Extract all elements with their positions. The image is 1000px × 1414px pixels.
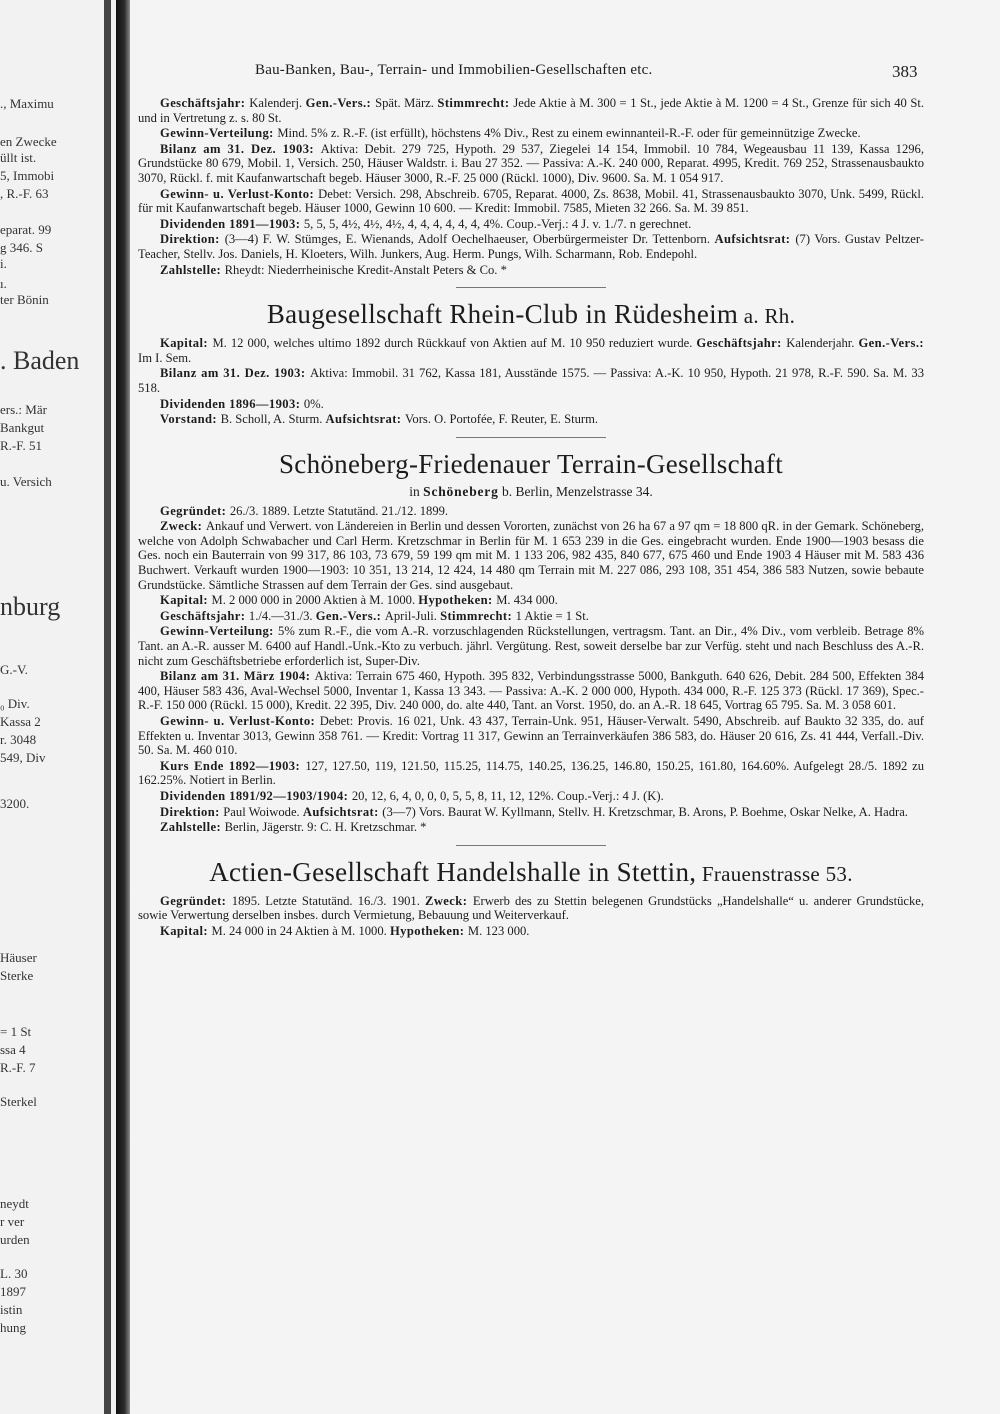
field-keyword: Aufsichtsrat: [302, 804, 383, 819]
field-keyword: Gewinn-Verteilung: [160, 126, 278, 141]
section-continued [138, 96, 924, 277]
entry-paragraph [138, 805, 924, 820]
field-keyword: Gewinn- u. Verlust-Konto: [160, 186, 319, 201]
field-text: B. Scholl, A. Sturm. [220, 412, 326, 427]
field-text: 127, 127.50, 119, 121.50, 115.25, 114.75, 140.25, 136.25, 146.80, 150.25, 161.80, 164.60%. Aufgelegt 28./5. 1892 zu 162.25%. Notiert in Berlin. [138, 758, 924, 788]
left-page-text-fragment: L. 30 [0, 1266, 28, 1281]
book-gutter [116, 0, 130, 1414]
field-keyword: Aufsichtsrat: [714, 232, 796, 247]
field-text: M. 24 000 in 24 Aktien à M. 1000. [211, 923, 390, 938]
field-keyword: Gegründet: [160, 503, 230, 518]
company-title-tail: Frauenstrasse 53. [696, 861, 853, 886]
company-title [138, 298, 924, 332]
field-keyword: Kurs Ende 1892—1903: [160, 758, 306, 773]
field-text: Aktiva: Debit. 279 725, Hypoth. 29 537, Ziegelei 14 154, Immobil. 10 784, Wegeausbau 11 139, Kassa 1296, Grundstücke 80 679, Mobil. 1, Versich. 250, Häuser Waldstr. i. Bau 27 352. — Passiva: A.-K. 240 000, Reparat. 4995, Kredit. 769 252, Strassenausbaukto 3070, Rückl. f. mit Kaufanwartschaft begeb. Häuser 3000, R.-F. 25 000 (Rückl. 1000), Div. 9600. Sa. M. 1 054 917. [138, 141, 924, 185]
field-keyword: Direktion: [160, 232, 225, 247]
field-text: Mind. 5% z. R.-F. (ist erfüllt), höchstens 4% Div., Rest zu einem ewinnanteil-R.-F. oder für gemeinnützige Zwecke. [277, 126, 861, 141]
section-handelshalle [138, 856, 924, 939]
entry-paragraph [138, 714, 924, 758]
field-text: 20, 12, 6, 4, 0, 0, 0, 5, 5, 8, 11, 12, 12%. Coup.-Verj.: 4 J. (K). [351, 788, 664, 803]
field-keyword: Aufsichtsrat: [325, 412, 405, 427]
entry-paragraph [138, 820, 924, 835]
field-text: 1895. Letzte Statutänd. 16./3. 1901. [231, 893, 426, 908]
entry-paragraph [138, 232, 924, 261]
left-page-text-fragment: ., Maximu [0, 96, 54, 111]
field-text: Jede Aktie à M. 300 = 1 St., jede Aktie à M. 1200 = 4 St., Grenze für sich 40 St. und in Vertretung z. s. 80 St. [138, 96, 924, 125]
entry-paragraph [138, 759, 924, 788]
field-text: Debet: Versich. 298, Abschreib. 6705, Reparat. 4000, Zs. 8638, Mobil. 41, Strassenausbaukto 3070, Unk. 5499, Rückl. für mit Kaufanwartschaft begeb. Häuser 1000, Gewinn 10 600. — Kredit: Immobil. 7585, Mieten 32 266. Sa. M. 39 851. [138, 186, 924, 216]
field-keyword: Zahlstelle: [160, 262, 225, 277]
left-page-text-fragment: Häuser [0, 950, 37, 965]
left-page-fragment [0, 0, 116, 1414]
field-text: Debet: Provis. 16 021, Unk. 43 437, Terrain-Unk. 951, Häuser-Verwalt. 5490, Abschreib. auf Baukto 32 335, do. auf Effekten u. Inventar 3013, Gewinn 358 761. — Kredit: Vortrag 11 317, Gewinn an Terrainverkäufen 386 583, do. Häuser 20 616, Zs. 41 444, Verfall.-Div. 50. Sa. M. 460 010. [138, 714, 924, 758]
field-text: M. 12 000, welches ultimo 1892 durch Rückkauf von Aktien auf M. 10 950 reduziert wurde. [212, 336, 697, 351]
field-keyword: Gen.-Vers.: [305, 96, 376, 110]
field-keyword: Gewinn- u. Verlust-Konto: [160, 714, 320, 728]
left-page-text-fragment: G.-V. [0, 662, 28, 677]
left-page-text-fragment: istin [0, 1302, 23, 1317]
field-text: Erwerb des zu Stettin belegenen Grundstücks „Handelshalle“ u. anderer Grundstücke, sowie Verwertung derselben insbes. durch Vermietung, Bebauung und Weiterverkauf. [138, 893, 924, 923]
left-page-text-fragment: 5, Immobi [0, 168, 55, 183]
field-keyword: Dividenden 1891—1903: [160, 216, 304, 231]
field-text: April-Juli. [384, 608, 441, 623]
field-keyword: Gen.-Vers.: [315, 608, 385, 623]
field-text: Spät. März. [375, 96, 438, 110]
entry-paragraph [138, 397, 924, 412]
field-keyword: Dividenden 1891/92—1903/1904: [160, 788, 352, 803]
entry-paragraph [138, 336, 924, 365]
field-keyword: Zweck: [425, 893, 473, 908]
field-keyword: Kapital: [160, 923, 212, 938]
entry-paragraph [138, 217, 924, 232]
left-page-text-fragment: 1897 [0, 1284, 26, 1299]
company-title-main: Actien-Gesellschaft Handelshalle in Stettin, [209, 856, 697, 887]
left-page-text-fragment: Bankgut [0, 420, 45, 435]
left-page-text-fragment: neydt [0, 1196, 29, 1211]
field-text: Rheydt: Niederrheinische Kredit-Anstalt Peters & Co. * [224, 262, 507, 277]
left-page-shadow [104, 0, 111, 1414]
field-keyword: Stimmrecht: [437, 96, 514, 110]
left-page-text-fragment: ₀ Div. [0, 696, 30, 711]
entry-paragraph [138, 263, 924, 278]
left-page-text-fragment: r. 3048 [0, 732, 37, 747]
field-text: Im I. Sem. [138, 350, 192, 365]
field-keyword: Geschäftsjahr: [696, 336, 787, 351]
field-text: M. 434 000. [496, 593, 558, 608]
field-text: Paul Woiwode. [223, 804, 303, 819]
left-page-text-fragment: r ver [0, 1214, 25, 1229]
entry-paragraph [138, 142, 924, 186]
section-divider [456, 437, 606, 438]
company-title: Schöneberg-Friedenauer Terrain-Gesellschaft [278, 448, 784, 479]
section-divider [456, 287, 606, 288]
field-text: (3—4) F. W. Stümges, E. Wienands, Adolf Oechelhaeuser, Oberbürgermeister Dr. Tettenborn. [224, 232, 715, 247]
entry-paragraph [138, 366, 924, 395]
page-number: 383 [892, 62, 918, 81]
left-page-text-fragment: ter Bönin [0, 292, 49, 307]
left-page-text-fragment: . Baden [0, 346, 80, 375]
left-page-text-fragment: g 346. S [0, 240, 43, 255]
left-page-text-fragment: üllt ist. [0, 150, 37, 165]
field-text: M. 123 000. [467, 923, 530, 938]
entry-paragraph [138, 609, 924, 624]
field-keyword: Gegründet: [160, 893, 232, 908]
left-page-text-fragment: Kassa 2 [0, 714, 41, 729]
section-ruedesheim [138, 298, 924, 427]
left-page-text-fragment: en Zwecke [0, 134, 57, 149]
company-title-tail: a. Rh. [738, 304, 796, 329]
field-keyword: Zweck: [160, 519, 206, 534]
field-text: Ankauf und Verwert. von Ländereien in Berlin und dessen Vororten, zunächst von 26 ha 67 a 97 qm = 18 800 qR. in der Gemark. Schöneberg, welche von Adolph Schwabacher und Carl Herm. Kretzschmar in Berlin für M. 1 653 239 in die Ges. eingebracht wurden. Ende 1900—1903 besass die Ges. noch ein Bauterrain von 99 317, 86 103, 73 679, 59 199 qm mit M. 1 133 206, 982 435, 840 677, 675 460 und Ende 1903 4 Häuser mit M. 583 436 Buchwert. Verkauft wurden 1900—1903: 10 351, 13 214, 12 424, 14 480 qm Terrain mit M. 227 086, 293 108, 351 454, 386 583 Nutzen, sowie bebaute Grundstücke. Sämtliche Strassen auf dem Terrain der Ges. sind ausgebaut. [138, 519, 924, 592]
left-page-text-fragment: R.-F. 7 [0, 1060, 36, 1075]
entry-paragraph [138, 96, 924, 125]
field-text: M. 2 000 000 in 2000 Aktien à M. 1000. [211, 593, 419, 608]
field-keyword: Gen.-Vers.: [858, 336, 924, 351]
field-keyword: Zahlstelle: [160, 820, 225, 835]
entry-paragraph [138, 894, 924, 923]
field-text: 1./4.—31./3. [248, 608, 316, 623]
left-page-text-fragment: hung [0, 1320, 26, 1335]
left-page-text-fragment: i. [0, 256, 7, 271]
left-page-text-fragment: ı. [0, 276, 7, 291]
field-text: Berlin, Jägerstr. 9: C. H. Kretzschmar. * [224, 820, 427, 835]
field-text: 5% zum R.-F., die vom A.-R. vorzuschlagenden Rückstellungen, vertragsm. Tant. an Dir., 4% Div., vom verbleib. Betrage 8% Tant. an A.-R. ausser M. 6400 auf Handl.-Unk.-Kto zu verbuch. jährl. Vergütung. Rest, soweit derselbe bar zur Verfüg. steht und nach Beschluss des A.-R. nicht zum Geschäftsbetriebe erforderlich ist, Super-Div. [138, 624, 924, 668]
field-text: 1 Aktie = 1 St. [515, 608, 589, 623]
entry-paragraph [138, 669, 924, 713]
location-address: b. Berlin, Menzelstrasse 34. [498, 483, 653, 499]
field-text: 5, 5, 5, 4½, 4½, 4½, 4, 4, 4, 4, 4, 4, 4%. Coup.-Verj.: 4 J. v. 1./7. n gerechnet. [303, 216, 692, 231]
left-page-text-fragment: , R.-F. 63 [0, 186, 49, 201]
left-page-text-fragment: Sterke [0, 968, 34, 983]
field-keyword: Hypotheken: [418, 593, 497, 608]
field-text: Aktiva: Terrain 675 460, Hypoth. 395 832, Verbindungsstrasse 5000, Bankguth. 640 626, Debit. 284 500, Effekten 384 400, Häuser 583 436, Aval-Wechsel 5000, Inventar 1, Kassa 13 343. — Passiva: A.-K. 2 000 000, Hypoth. 434 000, R.-F. 125 373 (Rückl. 17 369), Spec.-R.-F. 150 000 (Rückl. 15 000), Kredit. 22 395, Div. 240 000, do. alte 440, Tant. an Vorst. 1950, do. an A.-R. 18 645, Vortrag 65 795. Sa. M. 3 058 601. [138, 669, 924, 713]
field-keyword: Direktion: [160, 804, 224, 819]
section-divider [456, 845, 606, 846]
left-page-text-fragment: ers.: Mär [0, 402, 47, 417]
left-page-text-fragment: ssa 4 [0, 1042, 26, 1057]
book-page [130, 0, 1000, 1414]
left-page-text-fragment: R.-F. 51 [0, 438, 42, 453]
field-text: 26./3. 1889. Letzte Statutänd. 21./12. 1899. [229, 503, 449, 518]
left-page-text-fragment: nburg [0, 592, 61, 621]
entry-paragraph [138, 519, 924, 592]
entry-paragraph [138, 187, 924, 216]
company-location [138, 484, 924, 500]
location-prefix: in [409, 483, 424, 499]
left-page-text-fragment: = 1 St [0, 1024, 32, 1039]
field-keyword: Geschäftsjahr: [160, 608, 249, 623]
field-keyword: Dividenden 1896—1903: [160, 396, 304, 411]
company-title-main: Baugesellschaft Rhein-Club in Rüdesheim [266, 299, 739, 330]
field-text: 0%. [303, 396, 324, 411]
entry-paragraph [138, 504, 924, 519]
entry-paragraph [138, 924, 924, 939]
entry-paragraph [138, 593, 924, 608]
field-text: Kalenderjahr. [786, 336, 859, 351]
field-keyword: Bilanz am 31. März 1904: [160, 669, 315, 684]
company-title [138, 856, 924, 890]
field-text: Kalenderj. [249, 96, 306, 110]
field-text: (3—7) Vors. Baurat W. Kyllmann, Stellv. H. Kretzschmar, B. Arons, P. Boehme, Oskar Nelke, A. Hadra. [382, 804, 908, 819]
left-page-text-fragment: u. Versich [0, 474, 52, 489]
left-page-text-fragment: eparat. 99 [0, 222, 52, 237]
section-schoeneberg [138, 448, 924, 835]
entry-paragraph [138, 789, 924, 804]
left-page-text-fragment: urden [0, 1232, 30, 1247]
running-header: Bau-Banken, Bau-, Terrain- und Immobilien-Gesellschaften etc. [255, 62, 653, 78]
field-keyword: Hypotheken: [389, 923, 468, 938]
field-keyword: Stimmrecht: [440, 608, 516, 623]
field-keyword: Kapital: [160, 336, 213, 351]
entry-paragraph [138, 126, 924, 141]
page-content [138, 96, 924, 940]
field-keyword: Bilanz am 31. Dez. 1903: [160, 141, 321, 156]
field-text: (7) Vors. Gustav Peltzer-Teacher, Stellv. Jos. Daniels, H. Kloeters, Wilh. Junkers, Aug. Herm. Pungs, Wilh. Scharmann, Rob. Endepohl. [138, 232, 925, 261]
left-page-text-fragment: 3200. [0, 796, 30, 811]
field-text: Aktiva: Immobil. 31 762, Kassa 181, Ausstände 1575. — Passiva: A.-K. 10 950, Hypoth. 21 978, R.-F. 590. Sa. M. 33 518. [138, 366, 924, 395]
field-keyword: Vorstand: [160, 412, 221, 427]
entry-paragraph [138, 624, 924, 668]
field-keyword: Geschäftsjahr: [160, 96, 250, 110]
left-page-text-fragment: Sterkel [0, 1094, 37, 1109]
field-keyword: Bilanz am 31. Dez. 1903: [160, 366, 310, 381]
entry-paragraph [138, 412, 924, 427]
field-text: Vors. O. Portofée, F. Reuter, E. Sturm. [404, 412, 599, 427]
left-page-text-fragment: 549, Div [0, 750, 46, 765]
field-keyword: Kapital: [160, 593, 212, 608]
location-city: Schöneberg [423, 483, 499, 499]
field-keyword: Gewinn-Verteilung: [160, 624, 279, 639]
